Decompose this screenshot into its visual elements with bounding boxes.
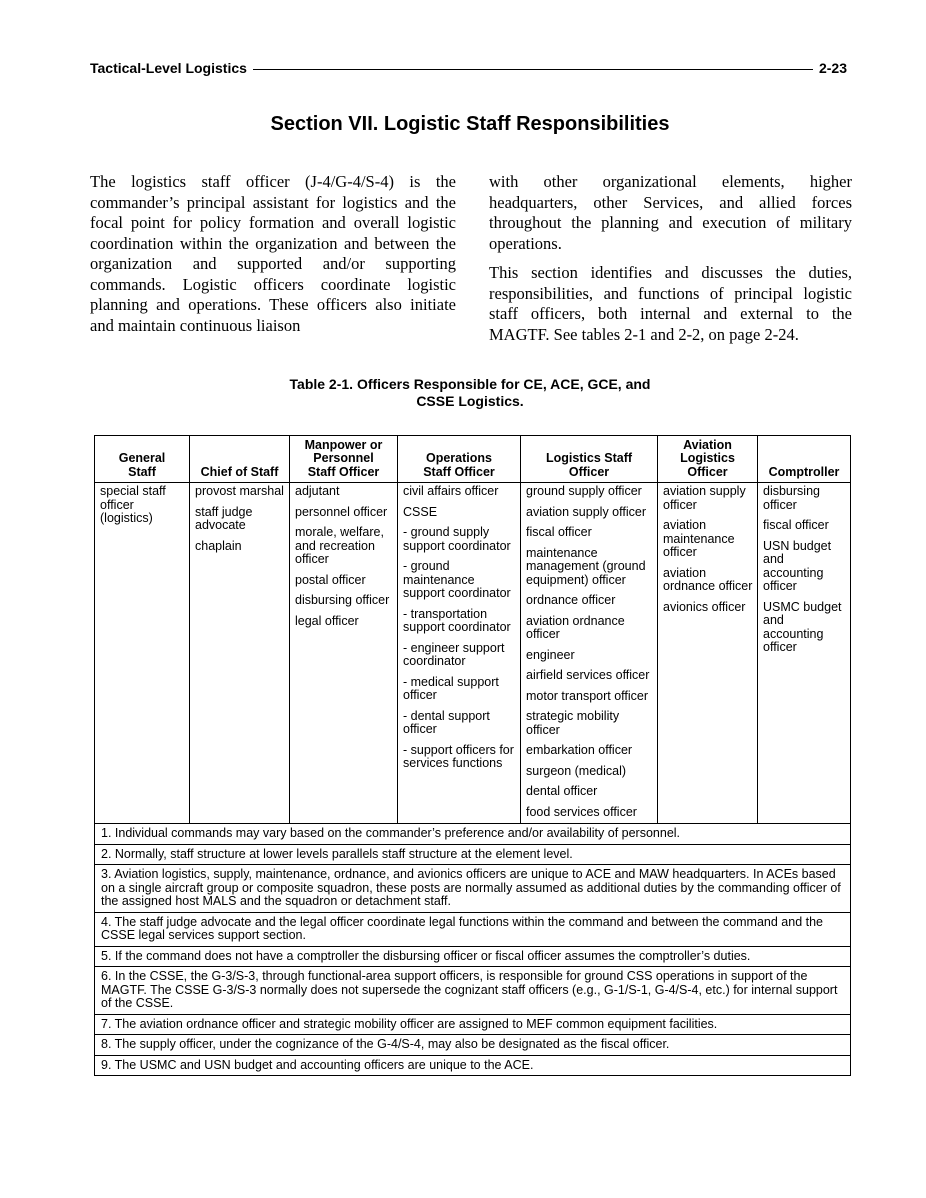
cell-item: postal officer	[295, 572, 366, 587]
column-header-line: Aviation	[683, 437, 732, 452]
cell-item: chaplain	[195, 538, 242, 553]
table-cell	[190, 483, 290, 824]
page-number: 2-23	[813, 60, 847, 76]
cell-item: adjutant	[295, 484, 340, 498]
cell-item: aviation supply officer	[663, 484, 746, 512]
table-note: 5. If the command does not have a comptroller the disbursing officer or fiscal officer assumes the comptroller’s duties.	[95, 947, 850, 968]
table-cell	[521, 483, 658, 824]
cell-item: disbursing officer	[763, 484, 820, 512]
body-paragraph: The logistics staff officer (J-4/G-4/S-4) is the commander’s principal assistant for logistics and the focal point for policy formation and overall logistic coordination within the organization and between the organization and supported and/or supporting commands. Logistic officers coordinate logistic planning and operations. These officers also initiate and maintain continuous liaison	[90, 172, 456, 335]
column-header-line: Staff	[128, 464, 156, 479]
column-header	[398, 436, 521, 483]
table-cell	[758, 483, 851, 824]
column-header	[290, 436, 398, 483]
table-cell	[658, 483, 758, 824]
table-row	[95, 483, 851, 824]
column-header-line: Logistics Staff	[545, 451, 633, 465]
column-header-line: Operations	[426, 451, 492, 465]
cell-item: - ground supply support coordinator	[403, 525, 511, 553]
officers-table	[94, 435, 851, 1076]
column-header-line: Manpower or	[304, 437, 383, 452]
table-note: 4. The staff judge advocate and the legal officer coordinate legal functions within the command and between the command and the CSSE legal services support section.	[95, 913, 850, 947]
section-title: Section VII. Logistic Staff Responsibilities	[270, 113, 670, 135]
table-caption	[90, 376, 850, 410]
cell-item: aviation supply officer	[526, 504, 646, 519]
cell-item: ground supply officer	[526, 484, 642, 498]
cell-item: civil affairs officer	[403, 484, 499, 498]
column-header-line: Staff Officer	[307, 464, 380, 479]
cell-item: fiscal officer	[763, 518, 829, 532]
table-note: 1. Individual commands may vary based on the commander’s preference and/or availability of personnel.	[95, 824, 850, 845]
column-header	[95, 436, 190, 483]
cell-item: - medical support officer	[403, 674, 499, 702]
cell-item: food services officer	[526, 804, 637, 819]
cell-item: USN budget and accounting officer	[763, 538, 832, 593]
column-header-line: Chief of Staff	[200, 464, 279, 479]
body-column-right	[489, 172, 852, 354]
cell-item: strategic mobility officer	[526, 709, 620, 737]
column-header-line: Officer	[568, 464, 610, 479]
cell-item: motor transport officer	[526, 688, 649, 703]
cell-item: disbursing officer	[295, 593, 390, 607]
cell-item: CSSE	[403, 504, 438, 519]
column-header-line: Personnel	[313, 451, 374, 465]
cell-item: fiscal officer	[526, 525, 592, 539]
column-header-line: Comptroller	[768, 464, 840, 479]
cell-item: airfield services officer	[526, 668, 650, 682]
body-paragraph: This section identifies and discusses the duties, responsibilities, and functions of principal logistic staff officers, both internal and external to the MAGTF. See tables 2-1 and 2-2, on page 2-24.	[489, 263, 852, 344]
column-header	[190, 436, 290, 483]
cell-item: embarkation officer	[526, 743, 633, 757]
table-note: 6. In the CSSE, the G-3/S-3, through functional-area support officers, is responsible for ground CSS operations in support of the MAGTF. The CSSE G-3/S-3 normally does not supersede the cognizant staff officers (e.g., G-1/S-1, G-4/S-4, etc.) for internal support of the CSSE.	[95, 967, 850, 1015]
table-note: 2. Normally, staff structure at lower levels parallels staff structure at the element level.	[95, 845, 850, 866]
running-header	[90, 58, 847, 80]
cell-item: - dental support officer	[403, 708, 490, 736]
cell-item: special staff officer (logistics)	[100, 484, 166, 525]
cell-item: aviation maintenance officer	[663, 518, 735, 559]
column-header	[521, 436, 658, 483]
table-note: 9. The USMC and USN budget and accounting officers are unique to the ACE.	[101, 1057, 534, 1072]
table-note: 7. The aviation ordnance officer and strategic mobility officer are assigned to MEF common equipment facilities.	[95, 1015, 850, 1036]
cell-item: aviation ordnance officer	[526, 613, 625, 641]
cell-item: avionics officer	[663, 599, 746, 614]
cell-item: staff judge advocate	[195, 504, 253, 532]
table-notes	[95, 824, 851, 1076]
cell-item: engineer	[526, 647, 575, 662]
table-caption-line: Table 2-1. Officers Responsible for CE, ACE, GCE, and	[289, 376, 651, 392]
table-note: 8. The supply officer, under the cognizance of the G-4/S-4, may also be designated as the fiscal officer.	[95, 1035, 850, 1056]
cell-item: ordnance officer	[526, 593, 616, 607]
cell-item: maintenance management (ground equipment) officer	[526, 545, 646, 587]
column-header-line: Staff Officer	[423, 464, 495, 479]
cell-item: USMC budget and accounting officer	[763, 599, 842, 654]
cell-item: - ground maintenance support coordinator	[403, 559, 511, 600]
table-cell	[290, 483, 398, 824]
cell-item: - engineer support coordinator	[403, 640, 505, 668]
column-header	[758, 436, 851, 483]
column-header	[658, 436, 758, 483]
cell-item: morale, welfare, and recreation officer	[295, 525, 384, 566]
cell-item: surgeon (medical)	[526, 763, 627, 778]
table-note: 3. Aviation logistics, supply, maintenance, ordnance, and avionics officers are unique to ACE and MAW headquarters. In ACEs based on a single aircraft group or composite squadron, these posts are normally assumed as additional duties by the commanding officer of the assigned host MALS and the squadron or detachment staff.	[95, 865, 850, 913]
column-header-line: Logistics	[680, 451, 735, 465]
cell-item: - support officers for services functions	[403, 742, 514, 770]
table-header-row	[95, 436, 851, 483]
cell-item: dental officer	[526, 784, 598, 798]
body-paragraph: with other organizational elements, higher headquarters, other Services, and allied forces throughout the planning and execution of military operations.	[489, 172, 852, 253]
cell-item: personnel officer	[295, 504, 388, 519]
table-cell	[398, 483, 521, 824]
table-cell	[95, 483, 190, 824]
column-header-line: Officer	[687, 464, 728, 479]
cell-item: provost marshal	[195, 484, 284, 498]
table-caption-line: CSSE Logistics.	[416, 393, 524, 409]
cell-item: aviation ordnance officer	[663, 565, 753, 593]
cell-item: legal officer	[295, 613, 359, 628]
column-header-line: General	[118, 451, 166, 465]
cell-item: - transportation support coordinator	[403, 606, 511, 634]
body-column-left	[90, 172, 456, 345]
chapter-title: Tactical-Level Logistics	[90, 60, 253, 76]
